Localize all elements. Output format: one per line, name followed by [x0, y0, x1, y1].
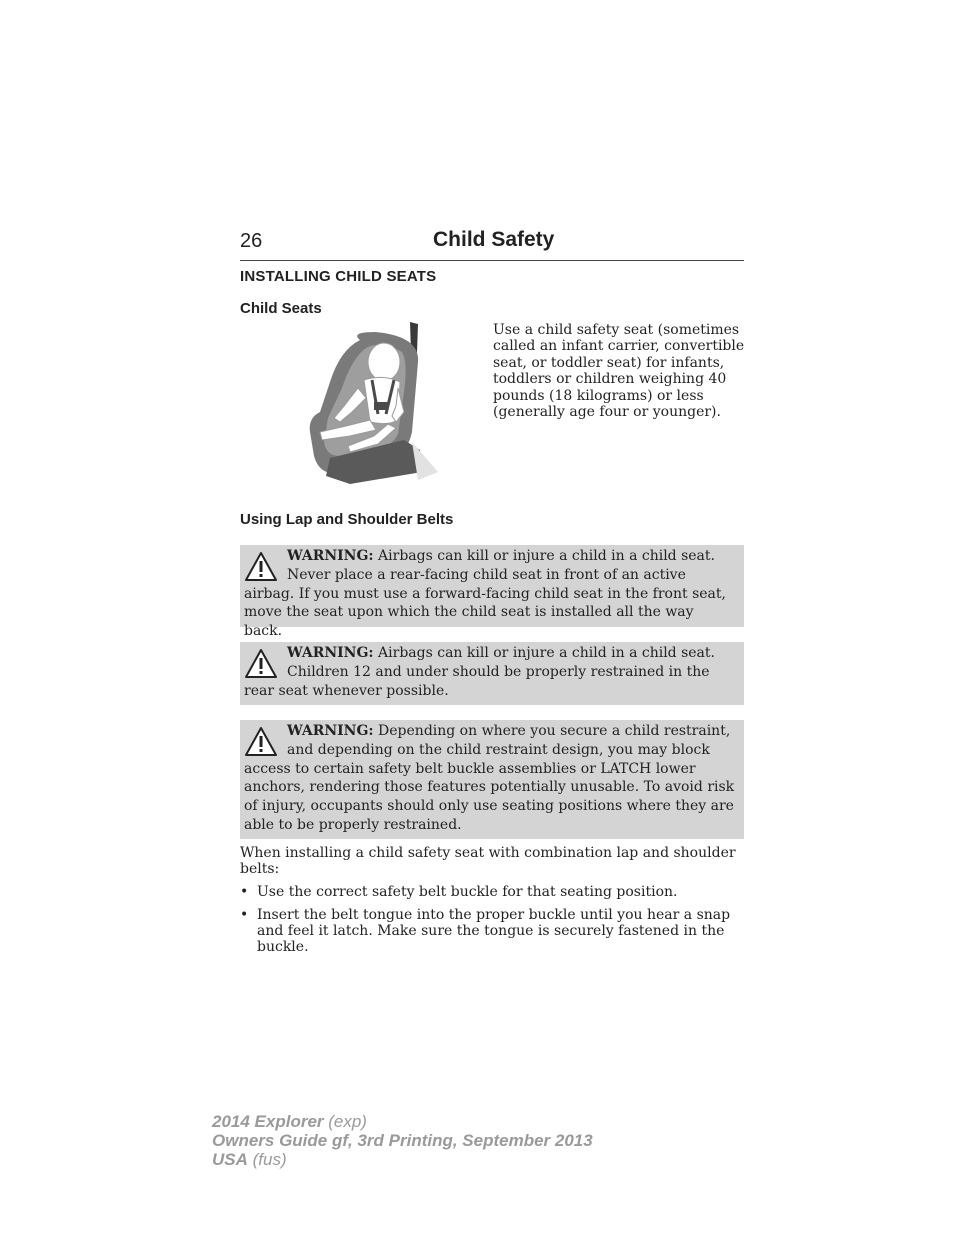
warning-text: Depending on where you secure a child restraint, and depending on the child restraint design, you may block access to certain safety belt buckle assemblies or LATCH lower anchors, rendering those features potentially unusable. To avoid risk of injury, occupants should only use seating positions where they are able to be properly restrained. [244, 723, 735, 833]
child-safety-seat-illustration-icon [300, 322, 450, 487]
warning-label: WARNING: [287, 723, 374, 739]
bullet-icon: • [240, 907, 249, 923]
warning-box [240, 545, 744, 640]
warning-triangle-icon [244, 551, 278, 583]
lap-shoulder-heading: Using Lap and Shoulder Belts [240, 511, 454, 528]
installation-intro: When installing a child safety seat with combination lap and shoulder belts: [240, 845, 736, 877]
list-item-text: Insert the belt tongue into the proper buckle until you hear a snap and feel it latch. Make sure the tongue is securely fastened in the buckle. [257, 907, 731, 955]
footer-guide-line: Owners Guide gf, 3rd Printing, September 2013 [212, 1131, 593, 1150]
warning-text: Airbags can kill or injure a child in a child seat. Children 12 and under should be properly restrained in the rear seat whenever possible. [244, 645, 715, 699]
page-number: 26 [240, 230, 263, 252]
page-header [240, 228, 744, 261]
warning-triangle-icon [244, 648, 278, 680]
footer-model-code: (exp) [323, 1112, 367, 1131]
bullet-icon: • [240, 884, 249, 900]
warning-label: WARNING: [287, 645, 374, 661]
footer-market-line [212, 1150, 593, 1169]
warning-text: Airbags can kill or injure a child in a child seat. Never place a rear-facing child seat in front of an active airbag. If you must use a forward-facing child seat in the front seat, move the seat upon which the child seat is installed all the way back. [244, 548, 726, 640]
footer-market-code: (fus) [247, 1150, 287, 1169]
warning-label: WARNING: [287, 548, 374, 564]
footer-model: 2014 Explorer [212, 1112, 324, 1131]
footer-model-line [212, 1112, 593, 1131]
list-item-text: Use the correct safety belt buckle for that seating position. [257, 884, 678, 900]
child-seats-description: Use a child safety seat (sometimes called an infant carrier, convertible seat, or toddler seat) for infants, toddlers or children weighing 40 pounds (18 kilograms) or less (generally age four or younger). [493, 322, 745, 421]
warning-box [240, 642, 744, 705]
installation-steps [240, 884, 740, 962]
list-item [240, 884, 740, 900]
page-footer [212, 1112, 593, 1169]
list-item [240, 907, 740, 955]
warning-triangle-icon [244, 726, 278, 758]
footer-market: USA [212, 1150, 248, 1169]
section-heading: INSTALLING CHILD SEATS [240, 268, 437, 285]
child-seats-heading: Child Seats [240, 300, 322, 317]
chapter-title: Child Safety [433, 228, 555, 251]
warning-box [240, 720, 744, 839]
